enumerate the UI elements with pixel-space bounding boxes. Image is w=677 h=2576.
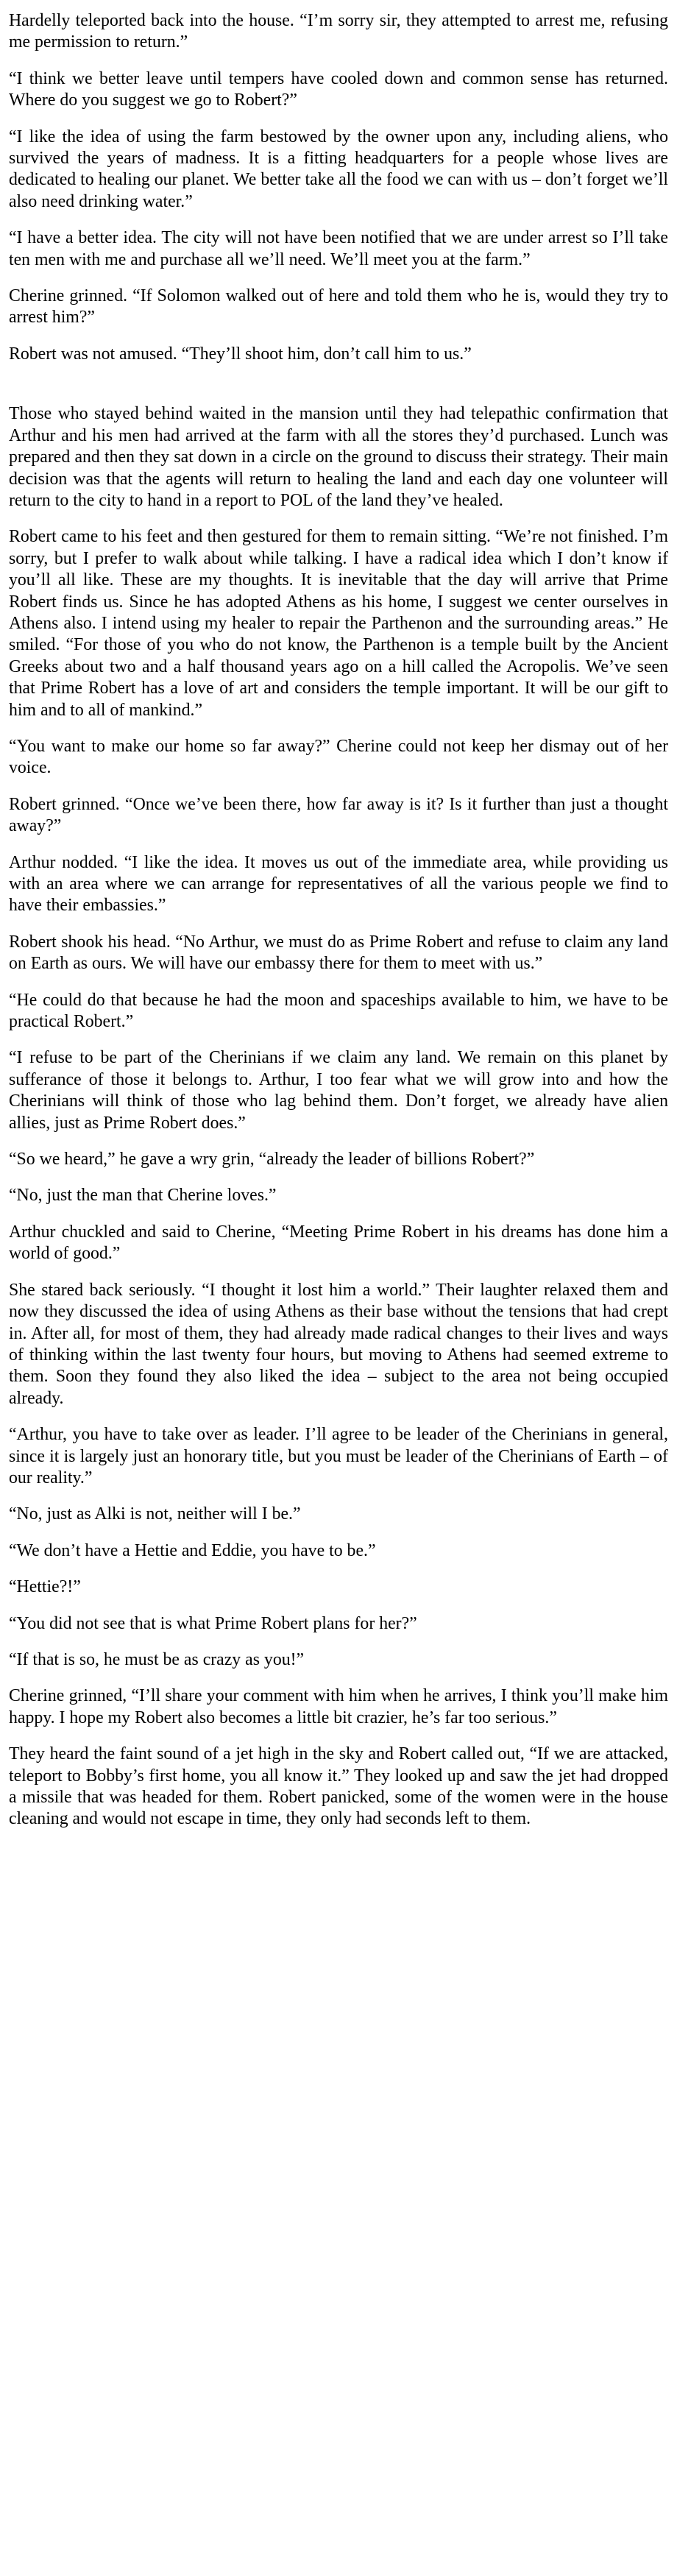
- paragraph-14: “I refuse to be part of the Cherinians if we claim any land. We remain on this planet by sufferance of those it belongs to. Arthur, I too fear what we will grow into and how the Cherinians will think of those who lag behind them. Don’t forget, we already have alien allies, just as Prime Robert does.”: [9, 1048, 668, 1133]
- paragraph-26: They heard the faint sound of a jet high in the sky and Robert called out, “If we are attacked, teleport to Bobby’s first home, you all know it.” They looked up and saw the jet had dropped a missile that was headed for them. Robert panicked, some of the women were in the house cleaning and would not escape in time, they only had seconds left to them.: [9, 1744, 668, 1829]
- paragraph-3: “I like the idea of using the farm bestowed by the owner upon any, including aliens, who survived the years of madness. It is a fitting headquarters for a people whose lives are dedicated to healing our planet. We better take all the food we can with us – don’t forget we’ll also need drinking water.”: [9, 127, 668, 211]
- paragraph-18: She stared back seriously. “I thought it lost him a world.” Their laughter relaxed them and now they discussed the idea of using Athens as their base without the tensions that had crept in. After all, for most of them, they had already made radical changes to their lives and ways of thinking within the last twenty four hours, but moving to Athens had seemed extreme to them. Soon they found they also liked the idea – subject to the area not being occupied already.: [9, 1280, 668, 1408]
- paragraph-8: Robert came to his feet and then gestured for them to remain sitting. “We’re not finished. I’m sorry, but I prefer to walk about while talking. I have a radical idea which I don’t know if you’ll all like. These are my thoughts. It is inevitable that the day will arrive that Prime Robert finds us. Since he has adopted Athens as his home, I suggest we center ourselves in Athens also. I intend using my healer to repair the Parthenon and the surrounding areas.” He smiled. “For those of you who do not know, the Parthenon is a temple built by the Ancient Greeks about two and a half thousand years ago on a hill called the Acropolis. We’ve seen that Prime Robert has a love of art and considers the temple important. It will be our gift to him and to all of mankind.”: [9, 527, 668, 720]
- paragraph-12: Robert shook his head. “No Arthur, we must do as Prime Robert and refuse to claim any land on Earth as ours. We will have our embassy there for them to meet with us.”: [9, 932, 668, 974]
- paragraph-5: Cherine grinned. “If Solomon walked out of here and told them who he is, would they try to arrest him?”: [9, 286, 668, 328]
- paragraph-25: Cherine grinned, “I’ll share your comment with him when he arrives, I think you’ll make him happy. I hope my Robert also becomes a little bit crazier, he’s far too serious.”: [9, 1686, 668, 1727]
- paragraph-7: Those who stayed behind waited in the mansion until they had telepathic confirmation that Arthur and his men had arrived at the farm with all the stores they’d purchased. Lunch was prepared and then they sat down in a circle on the ground to discuss their strategy. Their main decision was that the agents will return to healing the land and each day one volunteer will return to the city to hand in a report to POL of the land they’ve healed.: [9, 404, 668, 510]
- paragraph-9: “You want to make our home so far away?” Cherine could not keep her dismay out of her voice.: [9, 736, 668, 778]
- paragraph-6: Robert was not amused. “They’ll shoot him, don’t call him to us.”: [9, 344, 472, 364]
- paragraph-17: Arthur chuckled and said to Cherine, “Meeting Prime Robert in his dreams has done him a world of good.”: [9, 1222, 668, 1264]
- paragraph-15: “So we heard,” he gave a wry grin, “already the leader of billions Robert?”: [9, 1150, 535, 1170]
- paragraph-19: “Arthur, you have to take over as leader. I’ll agree to be leader of the Cherinians in general, since it is largely just an honorary title, but you must be leader of the Cherinians of Earth – of our reality.”: [9, 1425, 668, 1487]
- paragraph-13: “He could do that because he had the moon and spaceships available to him, we have to be practical Robert.”: [9, 990, 668, 1032]
- paragraph-20: “No, just as Alki is not, neither will I be.”: [9, 1504, 301, 1524]
- paragraph-16: “No, just the man that Cherine loves.”: [9, 1186, 277, 1206]
- paragraph-10: Robert grinned. “Once we’ve been there, how far away is it? Is it further than just a thought away?”: [9, 794, 668, 836]
- paragraph-22: “Hettie?!”: [9, 1577, 81, 1597]
- paragraph-2: “I think we better leave until tempers have cooled down and common sense has returned. Where do you suggest we go to Robert?”: [9, 68, 668, 110]
- paragraph-23: “You did not see that is what Prime Robert plans for her?”: [9, 1613, 417, 1633]
- paragraph-4: “I have a better idea. The city will not have been notified that we are under arrest so I’ll take ten men with me and purchase all we’ll need. We’ll meet you at the farm.”: [9, 228, 668, 269]
- paragraph-24: “If that is so, he must be as crazy as you!”: [9, 1649, 305, 1669]
- paragraph-21: “We don’t have a Hettie and Eddie, you have to be.”: [9, 1540, 376, 1560]
- paragraph-11: Arthur nodded. “I like the idea. It moves us out of the immediate area, while providing us with an area where we can arrange for representatives of all the various people we find to have their embassies.”: [9, 852, 668, 916]
- paragraph-1: Hardelly teleported back into the house. “I’m sorry sir, they attempted to arrest me, refusing me permission to return.”: [9, 11, 668, 52]
